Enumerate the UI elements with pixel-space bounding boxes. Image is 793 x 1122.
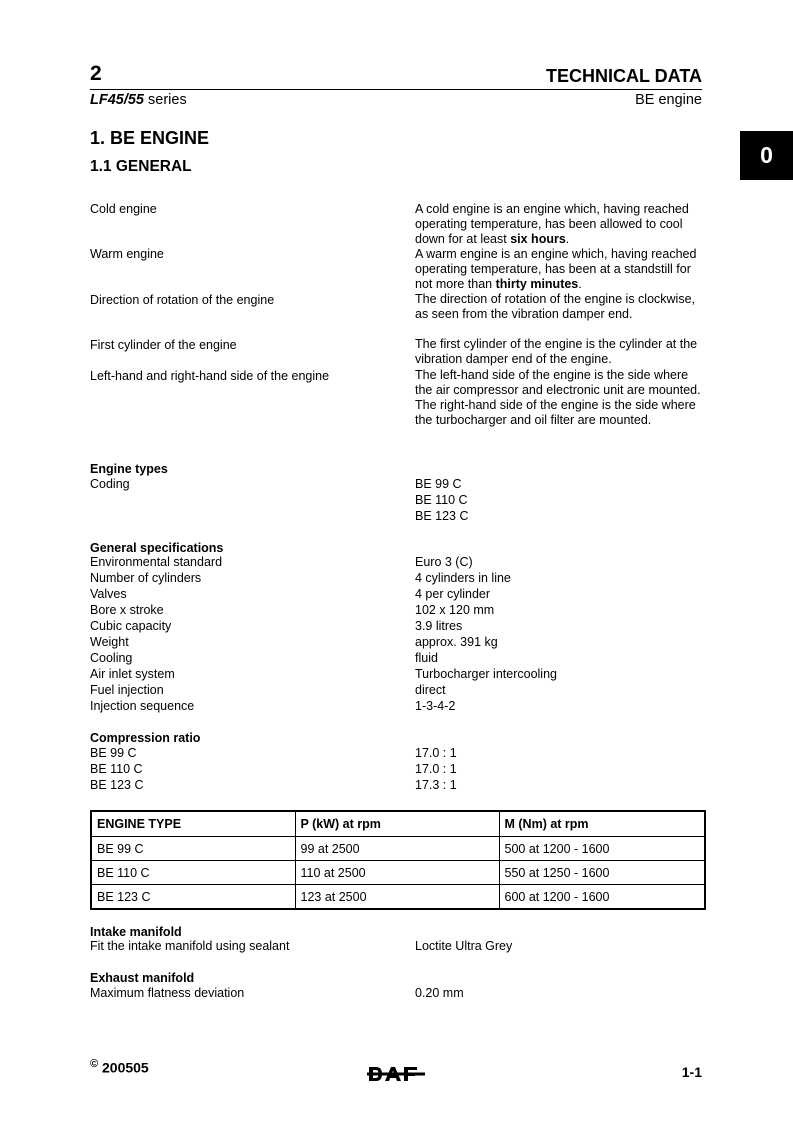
table-cell: BE 110 C (91, 861, 295, 885)
table-cell: 123 at 2500 (295, 885, 499, 910)
spec-value: direct (415, 683, 446, 697)
spec-value: 4 cylinders in line (415, 571, 511, 585)
section-heading: 1. BE ENGINE (90, 128, 210, 148)
spec-values (415, 554, 557, 714)
header-divider (90, 89, 702, 90)
compression-label: BE 99 C (90, 746, 137, 760)
spec-value: Turbocharger intercooling (415, 667, 557, 681)
engine-side-label: Left-hand and right-hand side of the engine (90, 369, 330, 383)
spec-label: Air inlet system (90, 667, 175, 681)
table-cell: 99 at 2500 (295, 837, 499, 861)
table-cell: 110 at 2500 (295, 861, 499, 885)
cold-text-end: . (565, 232, 570, 246)
series-model: LF45/55 (90, 92, 144, 108)
cold-engine-label: Cold engine (90, 202, 157, 216)
rotation-label: Direction of rotation of the engine (90, 293, 275, 307)
spec-value: Euro 3 (C) (415, 555, 473, 569)
cold-text-bold: six hours (510, 232, 566, 246)
spec-labels (90, 554, 222, 714)
series-suffix: series (144, 92, 187, 108)
coding-item: BE 123 C (415, 509, 469, 523)
table-header-cell: M (Nm) at rpm (499, 811, 705, 837)
rotation-text: The direction of rotation of the engine is clockwise, as seen from the vibration damper end. (415, 292, 696, 321)
coding-list (415, 476, 469, 524)
first-cylinder-label: First cylinder of the engine (90, 338, 237, 352)
compression-heading: Compression ratio (90, 731, 201, 745)
warm-engine-text (415, 247, 705, 292)
spec-label: Weight (90, 635, 129, 649)
warm-text-bold: thirty minutes (495, 277, 579, 291)
spec-value: 4 per cylinder (415, 587, 491, 601)
intake-label: Fit the intake manifold using sealant (90, 939, 290, 953)
subsection-heading: 1.1 GENERAL (90, 158, 192, 175)
publication-code: 200505 (102, 1059, 149, 1076)
engine-types-heading: Engine types (90, 462, 168, 476)
intake-heading: Intake manifold (90, 925, 182, 939)
warm-text-part: A warm engine is an engine which, having reached operating temperature, has been at a standstill for not more than (415, 247, 697, 291)
warm-engine-label: Warm engine (90, 247, 164, 261)
table-row (91, 837, 705, 861)
table-cell: 550 at 1250 - 1600 (499, 861, 705, 885)
general-specs-heading: General specifications (90, 541, 224, 555)
spec-label: Fuel injection (90, 683, 164, 697)
exhaust-heading: Exhaust manifold (90, 971, 195, 985)
copyright-symbol: © (90, 1058, 99, 1070)
cold-text-part: A cold engine is an engine which, having reached operating temperature, has been allowed to cool down for at least (415, 202, 689, 246)
spec-label: Cubic capacity (90, 619, 172, 633)
table-row (91, 885, 705, 910)
spec-label: Injection sequence (90, 699, 195, 713)
cold-engine-text (415, 202, 705, 247)
spec-label: Bore x stroke (90, 603, 164, 617)
spec-label: Number of cylinders (90, 571, 202, 585)
compression-value: 17.0 : 1 (415, 746, 457, 760)
header-title: TECHNICAL DATA (546, 66, 702, 86)
first-cylinder-text: The first cylinder of the engine is the cylinder at the vibration damper end of the engine. (415, 337, 698, 366)
spec-value: 102 x 120 mm (415, 603, 495, 617)
compression-value: 17.0 : 1 (415, 762, 457, 776)
table-cell: 600 at 1200 - 1600 (499, 885, 705, 910)
chapter-number: 2 (90, 62, 102, 85)
footer-copyright (90, 1058, 149, 1076)
coding-item: BE 99 C (415, 477, 462, 491)
table-header-row (91, 811, 705, 837)
table-cell: 500 at 1200 - 1600 (499, 837, 705, 861)
header-subtitle: BE engine (635, 92, 702, 108)
daf-logo (367, 1066, 425, 1087)
spec-value: approx. 391 kg (415, 635, 498, 649)
exhaust-value: 0.20 mm (415, 986, 464, 1000)
coding-item: BE 110 C (415, 493, 468, 507)
spec-value: 3.9 litres (415, 619, 463, 633)
table-header-cell: ENGINE TYPE (91, 811, 295, 837)
series-label (90, 92, 187, 108)
spec-label: Cooling (90, 651, 133, 665)
engine-side-text: The left-hand side of the engine is the side where the air compressor and electronic unit are mounted. The right-hand side of the engine is the side where the turbocharger and oil filter are mounted. (415, 368, 701, 427)
compression-label: BE 123 C (90, 778, 144, 792)
warm-text-end: . (578, 277, 582, 291)
table-row (91, 861, 705, 885)
compression-labels (90, 745, 144, 793)
engine-performance-table (90, 810, 706, 910)
spec-label: Valves (90, 587, 127, 601)
table-header-cell: P (kW) at rpm (295, 811, 499, 837)
page-number: 1-1 (681, 1064, 702, 1080)
spec-value: fluid (415, 651, 438, 665)
compression-values (415, 745, 457, 793)
chapter-tab: 0 (740, 131, 793, 180)
spec-label: Environmental standard (90, 555, 223, 569)
intake-value: Loctite Ultra Grey (415, 939, 513, 953)
spec-value: 1-3-4-2 (415, 699, 456, 713)
coding-label: Coding (90, 477, 130, 491)
compression-value: 17.3 : 1 (415, 778, 457, 792)
exhaust-label: Maximum flatness deviation (90, 986, 245, 1000)
compression-label: BE 110 C (90, 762, 143, 776)
table-cell: BE 99 C (91, 837, 295, 861)
table-cell: BE 123 C (91, 885, 295, 910)
